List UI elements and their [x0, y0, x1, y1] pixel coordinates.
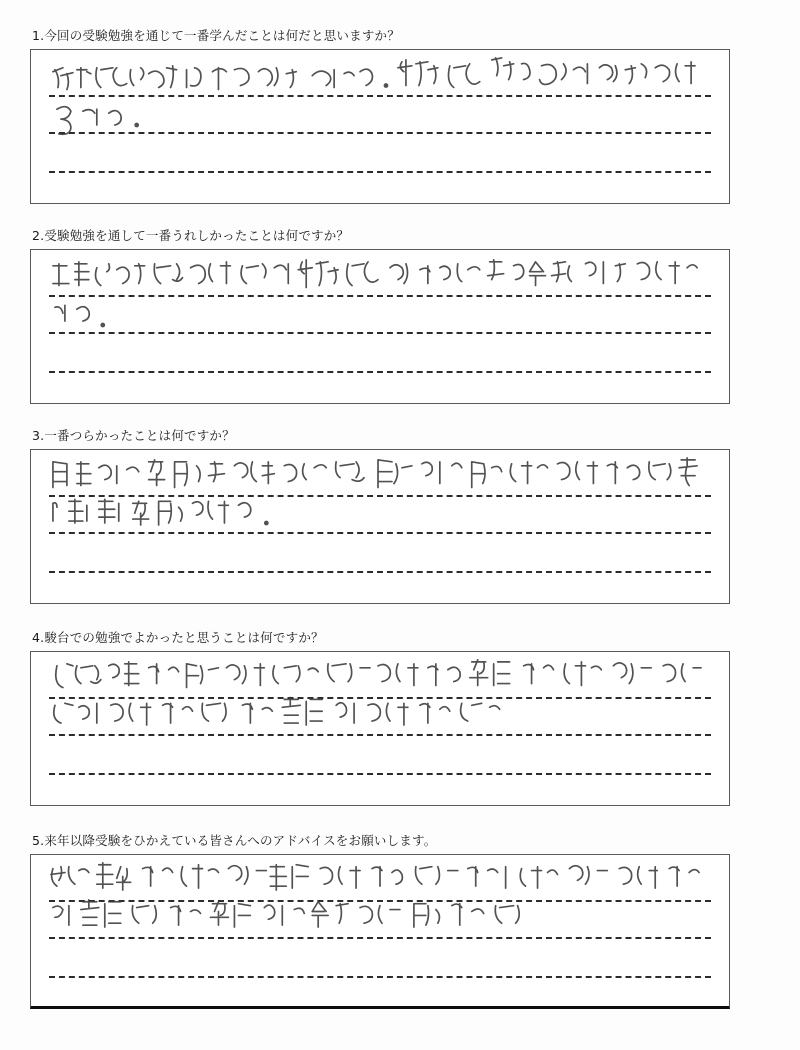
answer-rule-1-3: [49, 171, 711, 173]
answer-box-4[interactable]: [30, 651, 730, 806]
question-label-4: 4.駿台での勉強でよかったと思うことは何ですか？: [32, 630, 324, 645]
answer-rule-2-3: [49, 371, 711, 373]
answer-rule-2-2: [49, 332, 711, 334]
answer-rule-3-3: [49, 571, 711, 573]
question-block-2: [30, 228, 730, 404]
question-block-3: [30, 428, 730, 604]
answer-box-1[interactable]: [30, 49, 730, 204]
answer-rule-3-2: [49, 532, 711, 534]
answer-rule-5-1: [49, 900, 711, 902]
answer-box-2[interactable]: [30, 249, 730, 404]
question-label-2: 2.受験勉強を通して一番うれしかったことは何ですか？: [32, 228, 350, 243]
answer-rule-3-1: [49, 495, 711, 497]
answer-box-5[interactable]: [30, 854, 730, 1009]
handwriting-1: [31, 50, 729, 203]
question-label-1: 1.今回の受験勉強を通じて一番学んだことは何だと思いますか？: [32, 28, 400, 43]
question-block-1: [30, 28, 730, 204]
handwriting-5: [31, 855, 729, 1006]
answer-rule-4-3: [49, 773, 711, 775]
question-label-3: 3.一番つらかったことは何ですか？: [32, 428, 235, 443]
answer-rule-5-3: [49, 976, 711, 978]
answer-rule-1-2: [49, 132, 711, 134]
answer-rule-2-1: [49, 295, 711, 297]
question-block-5: [30, 833, 730, 1009]
question-label-5: 5.来年以降受験をひかえている皆さんへのアドバイスをお願いします。: [32, 833, 437, 848]
answer-box-3[interactable]: [30, 449, 730, 604]
handwriting-2: [31, 250, 729, 403]
answer-rule-4-2: [49, 734, 711, 736]
answer-rule-4-1: [49, 697, 711, 699]
handwriting-3: [31, 450, 729, 603]
handwriting-4: [31, 652, 729, 805]
answer-rule-5-2: [49, 937, 711, 939]
question-block-4: [30, 630, 730, 806]
answer-rule-1-1: [49, 95, 711, 97]
